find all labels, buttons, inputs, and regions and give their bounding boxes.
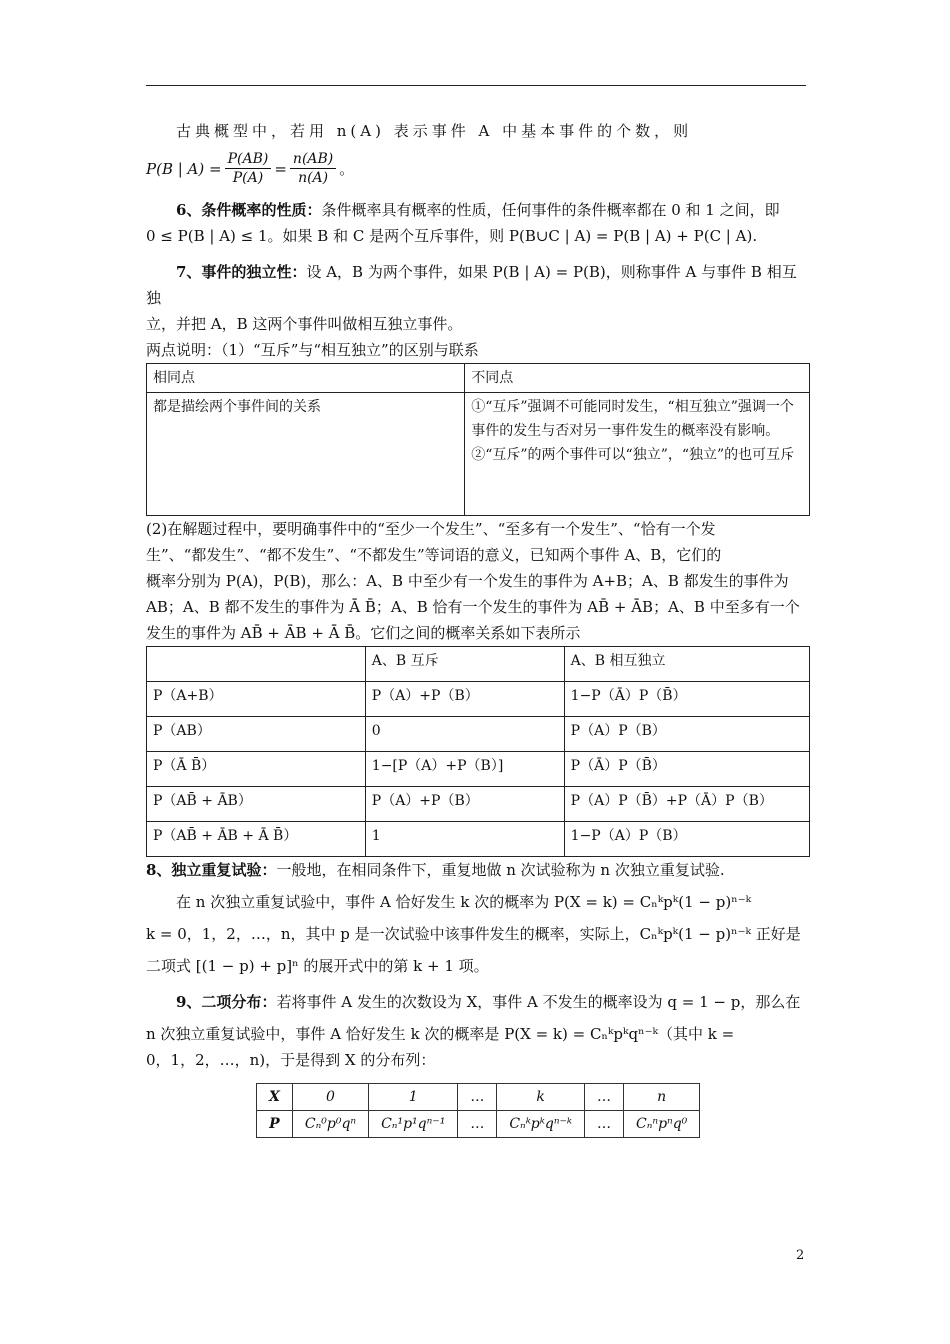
section-8-title: 8、独立重复试验：: [146, 861, 277, 879]
fraction-pab-pa: $\frac{P(AB)}{P(A)}$: [225, 150, 272, 187]
section-8-p3: 二项式 [(1 − p) + p]ⁿ 的展开式中的第 k + 1 项。: [146, 957, 489, 975]
fraction-nab-na: $\frac{n(AB)}{n(A)}$: [290, 150, 336, 187]
section-8-p2: k = 0，1，2，…，n，其中 p 是一次试验中该事件发生的概率，实际上，Cₙᵏpᵏ(1 − p)ⁿ⁻ᵏ 正好是: [146, 925, 801, 943]
section-9-line3: 0，1，2，…，n)，于是得到 X 的分布列：: [146, 1051, 436, 1069]
table-row: X 0 1 … k … n: [257, 1084, 700, 1111]
table1-header-diff: 不同点: [465, 364, 810, 393]
intro-line: 古典概型中，若用 n(A) 表示事件 A 中基本事件的个数，则: [176, 122, 693, 140]
table-row: P（AB̄ + ĀB + Ā B̄） 1 1−P（A）P（B）: [147, 822, 810, 857]
document-body: [146, 118, 810, 1138]
section-7-line2: 立，并把 A，B 这两个事件叫做相互独立事件。: [146, 315, 463, 333]
section-7-title: 7、事件的独立性：: [176, 263, 307, 281]
table-row: P（Ā B̄） 1−[P（A）+P（B）] P（Ā）P（B̄）: [147, 752, 810, 787]
table-row: P（A+B） P（A）+P（B） 1−P（Ā）P（B̄）: [147, 682, 810, 717]
para2-line1: (2)在解题过程中，要明确事件中的“至少一个发生”、“至多有一个发生”、“恰有一个发: [146, 520, 716, 538]
table-row: P Cₙ⁰p⁰qⁿ Cₙ¹p¹qⁿ⁻¹ … Cₙᵏpᵏqⁿ⁻ᵏ … Cₙⁿpⁿq⁰: [257, 1111, 700, 1138]
section-9-line2: n 次独立重复试验中，事件 A 恰好发生 k 次的概率是 P(X = k) = Cₙᵏpᵏqⁿ⁻ᵏ（其中 k =: [146, 1025, 735, 1043]
mutual-exclusive-vs-independent-table: [146, 363, 810, 516]
section-9-title: 9、二项分布：: [176, 993, 277, 1011]
table-row: P（AB̄ + ĀB） P（A）+P（B） P（A）P（B̄）+P（Ā）P（B）: [147, 787, 810, 822]
binomial-distribution-table: [256, 1083, 700, 1138]
para2-line2: 生”、“都发生”、“都不发生”、“不都发生”等词语的意义，已知两个事件 A、B，它们的: [146, 546, 722, 564]
para2-line4: AB；A、B 都不发生的事件为 Ā B̄；A、B 恰有一个发生的事件为 AB̄ + ĀB；A、B 中至多有一个: [146, 598, 800, 616]
section-9: 9、二项分布：若将事件 A 发生的次数设为 X，事件 A 不发生的概率设为 q = 1 − p，那么在: [176, 993, 801, 1011]
para2-line3: 概率分别为 P(A)，P(B)，那么：A、B 中至少有一个发生的事件为 A+B；A、B 都发生的事件为: [146, 572, 789, 590]
section-6: 6、条件概率的性质：条件概率具有概率的性质，任何事件的条件概率都在 0 和 1 之间，即: [176, 201, 780, 219]
notes-heading: 两点说明：（1）“互斥”与“相互独立”的区别与联系: [146, 341, 479, 359]
table-row: P（AB） 0 P（A）P（B）: [147, 717, 810, 752]
table-row: A、B 互斥 A、B 相互独立: [147, 647, 810, 682]
probability-relation-table: [146, 646, 810, 857]
table1-header-same: 相同点: [147, 364, 465, 393]
para2-line5: 发生的事件为 AB̄ + ĀB + Ā B̄。它们之间的概率关系如下表所示: [146, 624, 581, 642]
header-rule: [146, 85, 806, 86]
section-8-p1: 在 n 次独立重复试验中，事件 A 恰好发生 k 次的概率为 P(X = k) = Cₙᵏpᵏ(1 − p)ⁿ⁻ᵏ: [176, 893, 752, 911]
section-7: 7、事件的独立性：设 A，B 为两个事件，如果 P(B | A) = P(B)，则称事件 A 与事件 B 相互独: [146, 263, 797, 307]
section-6-title: 6、条件概率的性质：: [176, 201, 322, 219]
section-6-line2: 0 ≤ P(B | A) ≤ 1。如果 B 和 C 是两个互斥事件，则 P(B∪C | A) = P(B | A) + P(C | A).: [146, 227, 758, 245]
page-number: 2: [796, 1248, 805, 1263]
table1-diff-cell: ①“互斥”强调不可能同时发生，“相互独立”强调一个事件的发生与否对另一事件发生的概率没有影响。 ②“互斥”的两个事件可以“独立”，“独立”的也可互斥: [465, 393, 810, 516]
formula-lhs: P(B | A) =: [146, 159, 222, 178]
section-8: 8、独立重复试验：一般地，在相同条件下，重复地做 n 次试验称为 n 次独立重复试验.: [146, 861, 725, 879]
table1-same-cell: 都是描绘两个事件间的关系: [147, 393, 465, 516]
conditional-probability-formula: P(B | A) = $\frac{P(AB)}{P(A)}$ = $\frac{n(AB)}{n(A)}$ 。: [146, 151, 355, 186]
